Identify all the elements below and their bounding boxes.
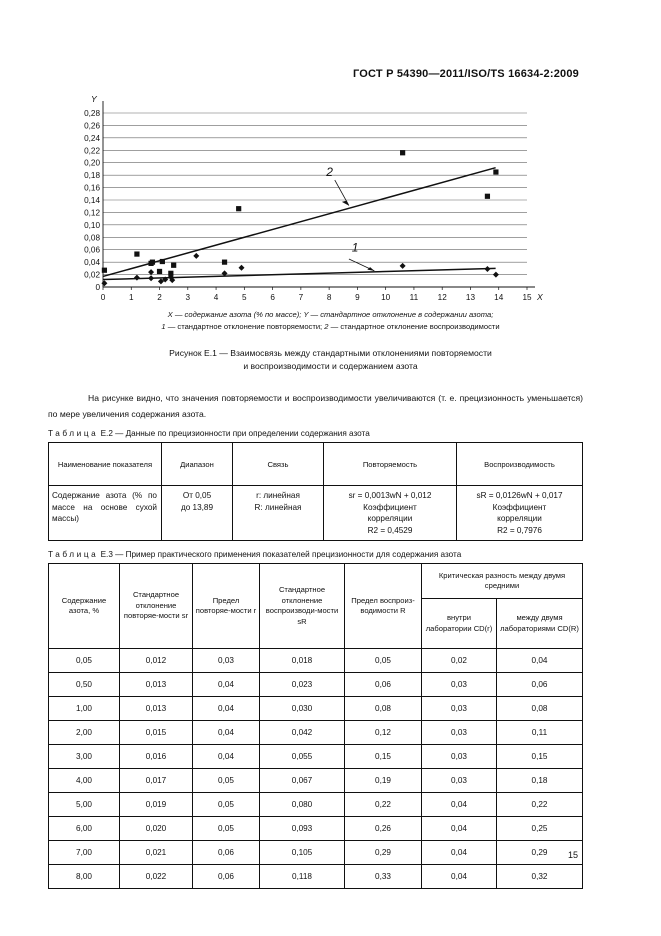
x-tick-label: 7 — [298, 293, 304, 302]
table-row — [49, 649, 583, 673]
table-cell: 0,067 — [260, 769, 345, 793]
y-tick-label: 0,20 — [84, 158, 100, 168]
table-cell: 0,25 — [497, 817, 583, 841]
table-cell: 0,04 — [422, 841, 497, 865]
table-cell: 0,013 — [120, 697, 193, 721]
table-cell: 0,04 — [193, 673, 260, 697]
table-row — [49, 486, 583, 541]
table-cell: 0,04 — [193, 745, 260, 769]
header-range: Диапазон — [162, 443, 233, 486]
table-header-row — [49, 564, 583, 599]
table-cell: 0,18 — [497, 769, 583, 793]
data-point-square — [160, 259, 165, 264]
table-cell: 0,018 — [260, 649, 345, 673]
table-cell: 0,32 — [497, 865, 583, 889]
table-cell: 0,08 — [345, 697, 422, 721]
figure-caption-line-1: Рисунок Е.1 — Взаимосвязь между стандартными отклонениями повторяемости — [169, 348, 492, 358]
table-cell: 0,33 — [345, 865, 422, 889]
header-sr: Стандартное отклонение повторяе-мости sr — [120, 564, 193, 649]
table-cell: 0,016 — [120, 745, 193, 769]
table-cell: 0,05 — [345, 649, 422, 673]
x-axis-label: X — [537, 292, 543, 302]
cell-range: От 0,05 до 13,89 — [162, 486, 233, 541]
table-cell: 0,15 — [345, 745, 422, 769]
table-cell: 0,055 — [260, 745, 345, 769]
table-cell: 0,021 — [120, 841, 193, 865]
table-cell: 0,03 — [193, 649, 260, 673]
table-cell: 0,04 — [422, 865, 497, 889]
data-point-square — [485, 194, 490, 199]
x-tick-label: 13 — [465, 293, 476, 302]
x-tick-label: 2 — [157, 293, 162, 302]
y-tick-label: 0,04 — [84, 258, 100, 268]
scatter-chart — [0, 0, 661, 320]
table-cell: 8,00 — [49, 865, 120, 889]
table-cell: 5,00 — [49, 793, 120, 817]
cell-relation: r: линейная R: линейная — [233, 486, 324, 541]
header-r: Предел повторяе-мости r — [193, 564, 260, 649]
table-cell: 0,015 — [120, 721, 193, 745]
table-cell: 0,023 — [260, 673, 345, 697]
table-cell: 0,042 — [260, 721, 345, 745]
table-row — [49, 793, 583, 817]
table-cell: 0,093 — [260, 817, 345, 841]
x-tick-label: 0 — [100, 293, 106, 302]
table-cell: 3,00 — [49, 745, 120, 769]
table-cell: 0,04 — [422, 817, 497, 841]
table-cell: 4,00 — [49, 769, 120, 793]
x-tick-label: 8 — [326, 293, 332, 302]
legend-line-2: 1 — стандартное отклонение повторяемости; 2 — стандартное отклонение воспроизводимости — [161, 322, 500, 331]
x-tick-label: 15 — [522, 293, 532, 302]
x-tick-label: 6 — [270, 293, 275, 302]
header-R: Предел воспроиз-водимости R — [345, 564, 422, 649]
table-cell: 0,05 — [49, 649, 120, 673]
table-cell: 0,105 — [260, 841, 345, 865]
table-cell: 0,06 — [193, 865, 260, 889]
x-tick-label: 5 — [242, 293, 247, 302]
table-cell: 0,08 — [497, 697, 583, 721]
data-point-diamond — [193, 253, 199, 259]
y-tick-label: 0,24 — [84, 133, 100, 143]
table-cell: 0,019 — [120, 793, 193, 817]
data-point-diamond — [239, 265, 245, 271]
table-row — [49, 745, 583, 769]
body-paragraph: На рисунке видно, что значения повторяемости и воспроизводимости увеличиваются (т. е. прецизионность уменьшается) по мере увеличения содержания азота. — [48, 393, 583, 419]
data-point-square — [102, 268, 107, 273]
table-cell: 1,00 — [49, 697, 120, 721]
x-tick-label: 12 — [437, 293, 447, 302]
header-sR: Стандартное отклонение воспроизводи-мости sR — [260, 564, 345, 649]
page-number: 15 — [568, 850, 579, 860]
table-cell: 0,04 — [193, 721, 260, 745]
table-row — [49, 769, 583, 793]
table-cell: 7,00 — [49, 841, 120, 865]
table-e2 — [48, 442, 583, 541]
data-point-square — [400, 150, 405, 155]
table-cell: 0,22 — [497, 793, 583, 817]
series-label-1: 1 — [351, 240, 359, 255]
data-point-diamond — [134, 275, 140, 281]
data-point-diamond — [148, 269, 154, 275]
y-tick-label: 0,14 — [84, 196, 100, 205]
table-cell: 0,118 — [260, 865, 345, 889]
header-cd-in: внутри лаборатории CD(r) — [422, 599, 497, 649]
x-tick-label: 9 — [355, 293, 360, 302]
table-cell: 0,030 — [260, 697, 345, 721]
table-cell: 0,013 — [120, 673, 193, 697]
cell-repeatability: sr = 0,0013wN + 0,012 Коэффициент корреляции R2 = 0,4529 — [324, 486, 457, 541]
figure-legend — [0, 309, 661, 333]
table-cell: 0,29 — [345, 841, 422, 865]
table-cell: 6,00 — [49, 817, 120, 841]
y-tick-label: 0,12 — [84, 208, 100, 218]
data-point-diamond — [400, 263, 406, 269]
data-point-diamond — [493, 272, 499, 278]
data-point-square — [134, 251, 139, 256]
table-cell: 0,017 — [120, 769, 193, 793]
data-point-square — [222, 260, 227, 265]
cell-name: Содержание азота (% по массе на основе сухой массы) — [49, 486, 162, 541]
y-tick-label: 0,02 — [84, 270, 100, 280]
table-cell: 0,06 — [497, 673, 583, 697]
table-cell: 0,12 — [345, 721, 422, 745]
legend-line-1: X — содержание азота (% по массе); Y — стандартное отклонение в содержании азота; — [167, 310, 494, 319]
x-tick-label: 10 — [381, 293, 391, 302]
y-tick-label: 0,18 — [84, 171, 100, 181]
data-point-square — [171, 263, 176, 268]
table-cell: 0,04 — [193, 697, 260, 721]
table-cell: 0,012 — [120, 649, 193, 673]
table-e2-caption: Таблица Е.2 — Данные по прецизионности при определении содержания азота — [48, 429, 370, 438]
cell-reproducibility: sR = 0,0126wN + 0,017 Коэффициент корреляции R2 = 0,7976 — [457, 486, 583, 541]
table-cell: 0,15 — [497, 745, 583, 769]
table-row — [49, 673, 583, 697]
header-cd-between: между двумя лабораториями CD(R) — [497, 599, 583, 649]
figure-caption-line-2: и воспроизводимости и содержанием азота — [243, 361, 418, 371]
data-point-square — [168, 271, 173, 276]
y-tick-label: 0 — [95, 283, 100, 292]
header-repeatability: Повторяемость — [324, 443, 457, 486]
table-cell: 0,04 — [422, 793, 497, 817]
y-tick-label: 0,16 — [84, 183, 100, 193]
table-cell: 0,020 — [120, 817, 193, 841]
table-cell: 0,05 — [193, 769, 260, 793]
data-point-square — [157, 269, 162, 274]
y-axis-label: Y — [91, 94, 97, 104]
table-row — [49, 817, 583, 841]
table-cell: 0,03 — [422, 721, 497, 745]
header-reproducibility: Воспроизводимость — [457, 443, 583, 486]
y-tick-label: 0,08 — [84, 233, 100, 243]
data-point-diamond — [101, 280, 107, 286]
data-point-diamond — [484, 266, 490, 272]
table-e3-body — [49, 649, 583, 889]
table-cell: 0,05 — [193, 817, 260, 841]
data-point-diamond — [148, 275, 154, 281]
header-content: Содержание азота, % — [49, 564, 120, 649]
table-cell: 0,06 — [193, 841, 260, 865]
table-cell: 0,04 — [497, 649, 583, 673]
table-cell: 0,03 — [422, 673, 497, 697]
table-row — [49, 865, 583, 889]
table-cell: 0,06 — [345, 673, 422, 697]
table-cell: 0,50 — [49, 673, 120, 697]
header-name: Наименование показателя — [49, 443, 162, 486]
x-tick-label: 3 — [185, 293, 191, 302]
table-row — [49, 721, 583, 745]
table-cell: 0,22 — [345, 793, 422, 817]
data-point-square — [236, 206, 241, 211]
table-cell: 0,03 — [422, 697, 497, 721]
y-tick-label: 0,10 — [84, 220, 100, 230]
data-point-square — [150, 260, 155, 265]
table-cell: 0,29 — [497, 841, 583, 865]
table-cell: 0,19 — [345, 769, 422, 793]
table-row — [49, 697, 583, 721]
table-e3 — [48, 563, 583, 889]
x-tick-label: 14 — [494, 293, 504, 302]
table-header-row — [49, 443, 583, 486]
table-cell: 0,02 — [422, 649, 497, 673]
table-cell: 0,03 — [422, 769, 497, 793]
series-label-2: 2 — [326, 164, 333, 179]
table-cell: 0,26 — [345, 817, 422, 841]
table-cell: 2,00 — [49, 721, 120, 745]
y-tick-label: 0,28 — [84, 109, 100, 118]
x-tick-label: 1 — [128, 293, 134, 302]
document-header: ГОСТ Р 54390—2011/ISO/TS 16634-2:2009 — [352, 68, 579, 80]
x-tick-label: 11 — [409, 293, 419, 302]
table-cell: 0,03 — [422, 745, 497, 769]
table-cell: 0,05 — [193, 793, 260, 817]
figure-caption — [0, 347, 661, 373]
y-tick-label: 0,26 — [84, 121, 100, 131]
table-cell: 0,022 — [120, 865, 193, 889]
header-relation: Связь — [233, 443, 324, 486]
x-tick-label: 4 — [213, 293, 219, 302]
header-cd-group: Критическая разность между двумя средними — [422, 564, 583, 599]
table-cell: 0,11 — [497, 721, 583, 745]
table-cell: 0,080 — [260, 793, 345, 817]
table-row — [49, 841, 583, 865]
y-tick-label: 0,22 — [84, 146, 100, 156]
data-point-square — [493, 169, 498, 174]
y-tick-label: 0,06 — [84, 245, 100, 255]
table-e3-caption: Таблица Е.3 — Пример практического применения показателей прецизионности для содержания азота — [48, 550, 462, 559]
